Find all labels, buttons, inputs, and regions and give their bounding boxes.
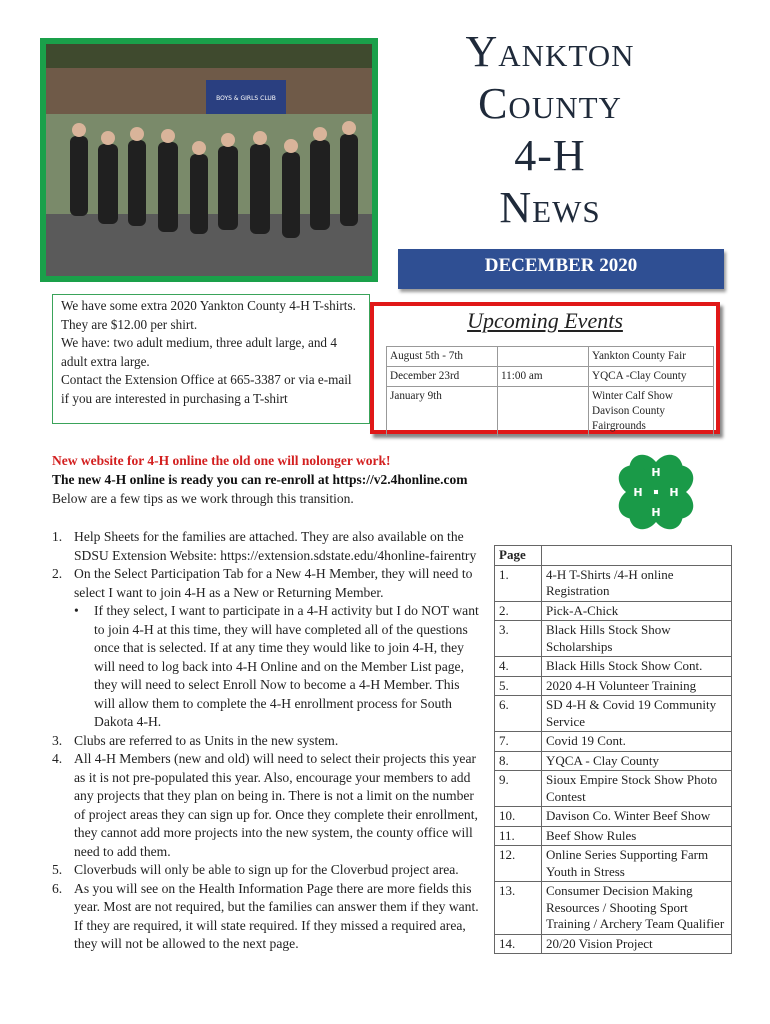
- table-row: [495, 732, 732, 752]
- table-header-row: [495, 546, 732, 566]
- title-column-header: [542, 546, 732, 566]
- website-alert: New website for 4-H online the old one will nolonger work!: [52, 453, 391, 468]
- issue-date: DECEMBER 2020: [398, 249, 724, 289]
- page-title: Sioux Empire Stock Show Photo Contest: [542, 771, 732, 807]
- event-row: [387, 347, 714, 367]
- page-title: Davison Co. Winter Beef Show: [542, 807, 732, 827]
- table-row: [495, 696, 732, 732]
- table-row: [495, 846, 732, 882]
- transition-tips-list: [52, 528, 480, 954]
- page-title: 20/20 Vision Project: [542, 934, 732, 954]
- tshirt-notice: [52, 294, 370, 424]
- page-number: 5.: [495, 676, 542, 696]
- table-row: [495, 601, 732, 621]
- tshirt-line-3: We have: two adult medium, three adult large, and 4 adult extra large.: [61, 335, 337, 369]
- events-title: Upcoming Events: [467, 308, 623, 333]
- list-item: [52, 880, 480, 954]
- page-column-header: Page: [495, 546, 542, 566]
- list-number: 2.: [52, 566, 63, 581]
- bullet-icon: •: [74, 603, 79, 618]
- title-line-4: News: [499, 183, 601, 232]
- page-title: YQCA - Clay County: [542, 751, 732, 771]
- title-line-2: County: [478, 79, 622, 128]
- page-title: SD 4-H & Covid 19 Community Service: [542, 696, 732, 732]
- newsletter-title: [400, 26, 700, 234]
- page-number: 10.: [495, 807, 542, 827]
- list-text: If they select, I want to participate in a 4-H activity but I do NOT want to join 4-H at this time, they will have completed all of the questions once that is selected. If at any time they would like to join 4-H, they will need to log back into 4-H Online and on the Member List page, they will need to select Enroll Now to become a 4-H Member. This will allow them to complete the 4-H enrollment process for South Dakota 4-H.: [94, 603, 479, 729]
- page-title: Online Series Supporting Farm Youth in Stress: [542, 846, 732, 882]
- list-text: As you will see on the Health Information Page there are more fields this year. Most are not required, but the families can answer them if they want. If they are required, it will state required. If they missed a required area, they will not be allowed to the next page.: [74, 880, 479, 951]
- event-date: August 5th - 7th: [387, 347, 498, 367]
- table-row: [495, 771, 732, 807]
- list-text: All 4-H Members (new and old) will need to select their projects this year as it is not pre-populated this year. Also, encourage your members to add any projects that they plan on being in. There is not a limit on the number of project areas they can sign up for. Once they complete their enrollment, they cannot add more projects into the new system, the county office will need to add them.: [74, 751, 478, 859]
- page-number: 7.: [495, 732, 542, 752]
- table-row: [495, 621, 732, 657]
- title-line-3: 4-H: [514, 131, 586, 180]
- table-row: [495, 657, 732, 677]
- event-date: January 9th: [387, 387, 498, 437]
- contents-table: [494, 545, 732, 954]
- page-title: 4-H T-Shirts /4-H online Registration: [542, 565, 732, 601]
- event-time: 11:00 am: [498, 367, 589, 387]
- event-row: [387, 387, 714, 437]
- page-number: 2.: [495, 601, 542, 621]
- list-text: Help Sheets for the families are attached. They are also available on the SDSU Extension Website: https://extension.sdstate.edu/4honline-fairentry: [74, 529, 477, 563]
- table-row: [495, 565, 732, 601]
- page-number: 8.: [495, 751, 542, 771]
- list-text: On the Select Participation Tab for a New 4-H Member, they will need to select I want to join 4-H as a New or Returning Member.: [74, 566, 473, 600]
- list-item: [52, 528, 480, 565]
- 4h-clover-icon: [608, 444, 704, 540]
- tshirt-line-1: We have some extra 2020 Yankton County 4-H T-shirts.: [61, 298, 356, 313]
- list-number: 4.: [52, 751, 63, 766]
- table-row: [495, 807, 732, 827]
- list-text: Clubs are referred to as Units in the new system.: [74, 732, 339, 748]
- sub-list-item: [52, 602, 480, 732]
- tips-intro: Below are a few tips as we work through this transition.: [52, 491, 354, 506]
- event-time: [498, 347, 589, 367]
- table-row: [495, 676, 732, 696]
- list-text: Cloverbuds will only be able to sign up for the Cloverbud project area.: [74, 862, 459, 877]
- page-number: 1.: [495, 565, 542, 601]
- list-number: 1.: [52, 529, 63, 544]
- list-item: [52, 861, 480, 880]
- table-row: [495, 882, 732, 935]
- tshirt-line-4: Contact the Extension Office at 665-3387 or via e-mail if you are interested in purchasing a T-shirt: [61, 372, 352, 406]
- event-date: December 23rd: [387, 367, 498, 387]
- event-time: [498, 387, 589, 437]
- page-number: 12.: [495, 846, 542, 882]
- event-row: [387, 367, 714, 387]
- page-title: Pick-A-Chick: [542, 601, 732, 621]
- svg-text:H: H: [651, 466, 661, 479]
- list-item: [52, 750, 480, 861]
- list-item: [52, 732, 480, 751]
- list-number: 6.: [52, 880, 63, 896]
- page-number: 6.: [495, 696, 542, 732]
- list-item: [52, 565, 480, 602]
- page-title: Black Hills Stock Show Scholarships: [542, 621, 732, 657]
- page-number: 3.: [495, 621, 542, 657]
- page-title: Black Hills Stock Show Cont.: [542, 657, 732, 677]
- svg-text:H: H: [669, 486, 679, 499]
- upcoming-events: [370, 302, 720, 434]
- event-name: YQCA -Clay County: [589, 367, 714, 387]
- page-number: 13.: [495, 882, 542, 935]
- page-number: 9.: [495, 771, 542, 807]
- page-number: 4.: [495, 657, 542, 677]
- tshirt-line-2: They are $12.00 per shirt.: [61, 316, 198, 332]
- photo-sign: BOYS & GIRLS CLUB: [216, 95, 276, 102]
- svg-text:H: H: [633, 486, 643, 499]
- svg-text:H: H: [651, 506, 661, 519]
- title-line-1: Yankton: [465, 27, 635, 76]
- page-title: Beef Show Rules: [542, 826, 732, 846]
- events-table: [386, 346, 714, 437]
- list-number: 5.: [52, 862, 63, 877]
- group-photo: [40, 38, 378, 282]
- table-row: [495, 826, 732, 846]
- event-name: Winter Calf Show Davison County Fairgrounds: [589, 387, 714, 437]
- page-title: 2020 4-H Volunteer Training: [542, 676, 732, 696]
- table-row: [495, 934, 732, 954]
- page-number: 14.: [495, 934, 542, 954]
- event-name: Yankton County Fair: [589, 347, 714, 367]
- table-row: [495, 751, 732, 771]
- list-number: 3.: [52, 732, 63, 748]
- website-url-notice: The new 4-H online is ready you can re-enroll at https://v2.4honline.com: [52, 472, 468, 487]
- page-number: 11.: [495, 826, 542, 846]
- page-title: Covid 19 Cont.: [542, 732, 732, 752]
- page-title: Consumer Decision Making Resources / Shooting Sport Training / Archery Team Qualifier: [542, 882, 732, 935]
